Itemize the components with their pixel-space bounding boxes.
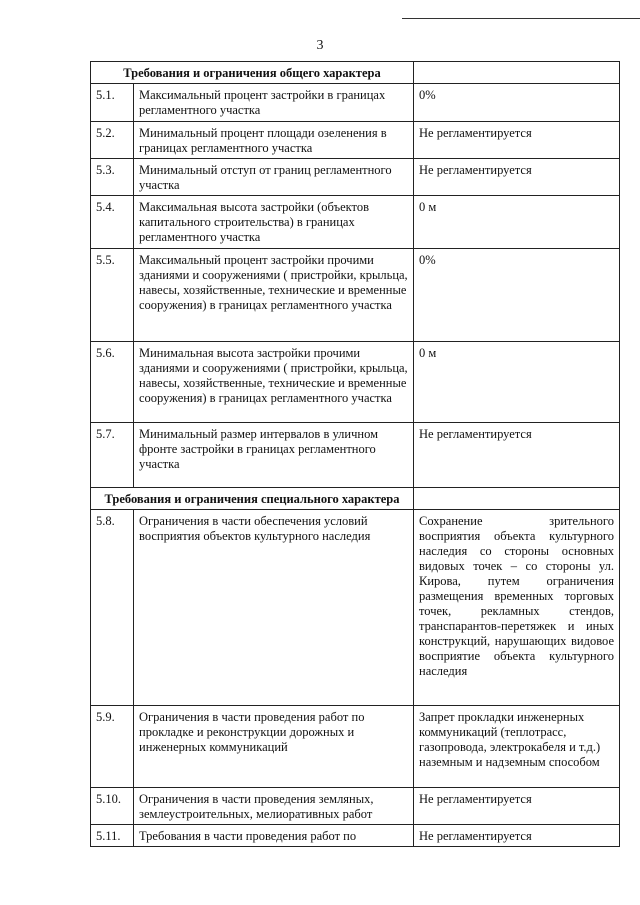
row-number: 5.6. (91, 342, 134, 423)
row-description: Требования в части проведения работ по (134, 825, 414, 847)
table-row (91, 423, 620, 488)
row-description: Максимальный процент застройки прочими зданиями и сооружениями ( пристройки, крыльца, навесы, хозяйственные, технические и временные сооружения) в границах регламентного участка (134, 249, 414, 342)
top-rule (402, 18, 640, 19)
table-row (91, 196, 620, 249)
row-number: 5.7. (91, 423, 134, 488)
row-value: 0 м (414, 342, 620, 423)
row-description: Ограничения в части проведения работ по прокладке и реконструкции дорожных и инженерных коммуникаций (134, 706, 414, 788)
row-value: Не регламентируется (414, 423, 620, 488)
row-value: 0% (414, 249, 620, 342)
section-header-special (91, 488, 620, 510)
row-value: 0 м (414, 196, 620, 249)
row-value: Сохранение зрительного восприятия объекта культурного наследия со стороны основных видовых точек – со стороны ул. Кирова, путем ограничения размещения временных торговых точек, рекламных стендов, транспарантов-перетяжек и иных конструкций, нарушающих видовое восприятие объекта культурного наследия (414, 510, 620, 706)
table-row (91, 159, 620, 196)
table-row (91, 825, 620, 847)
table-row (91, 706, 620, 788)
row-value: Запрет прокладки инженерных коммуникаций (теплотрасс, газопровода, электрокабеля и т.д.) наземным и надземным способом (414, 706, 620, 788)
row-description: Минимальный отступ от границ регламентного участка (134, 159, 414, 196)
section-header-general (91, 62, 620, 84)
row-number: 5.11. (91, 825, 134, 847)
row-description: Минимальный размер интервалов в уличном фронте застройки в границах регламентного участка (134, 423, 414, 488)
table-row (91, 84, 620, 122)
row-number: 5.5. (91, 249, 134, 342)
table-row (91, 342, 620, 423)
row-number: 5.3. (91, 159, 134, 196)
table-row (91, 249, 620, 342)
section-title: Требования и ограничения общего характера (91, 62, 414, 84)
row-description: Максимальная высота застройки (объектов капитального строительства) в границах регламентного участка (134, 196, 414, 249)
row-number: 5.9. (91, 706, 134, 788)
row-value: Не регламентируется (414, 825, 620, 847)
section-title: Требования и ограничения специального характера (91, 488, 414, 510)
row-description: Минимальная высота застройки прочими зданиями и сооружениями ( пристройки, крыльца, навесы, хозяйственные, технические и временные сооружения) в границах регламентного участка (134, 342, 414, 423)
row-number: 5.10. (91, 788, 134, 825)
page-number: 3 (316, 38, 324, 53)
row-number: 5.2. (91, 122, 134, 159)
row-value: Не регламентируется (414, 122, 620, 159)
row-value: Не регламентируется (414, 788, 620, 825)
row-number: 5.1. (91, 84, 134, 122)
row-description: Минимальный процент площади озеленения в границах регламентного участка (134, 122, 414, 159)
row-value: Не регламентируется (414, 159, 620, 196)
regulations-table (90, 61, 620, 847)
row-number: 5.4. (91, 196, 134, 249)
row-description: Максимальный процент застройки в границах регламентного участка (134, 84, 414, 122)
table-row (91, 510, 620, 706)
table-row (91, 122, 620, 159)
row-number: 5.8. (91, 510, 134, 706)
row-description: Ограничения в части проведения земляных, землеустроительных, мелиоративных работ (134, 788, 414, 825)
row-description: Ограничения в части обеспечения условий восприятия объектов культурного наследия (134, 510, 414, 706)
table-row (91, 788, 620, 825)
row-value: 0% (414, 84, 620, 122)
